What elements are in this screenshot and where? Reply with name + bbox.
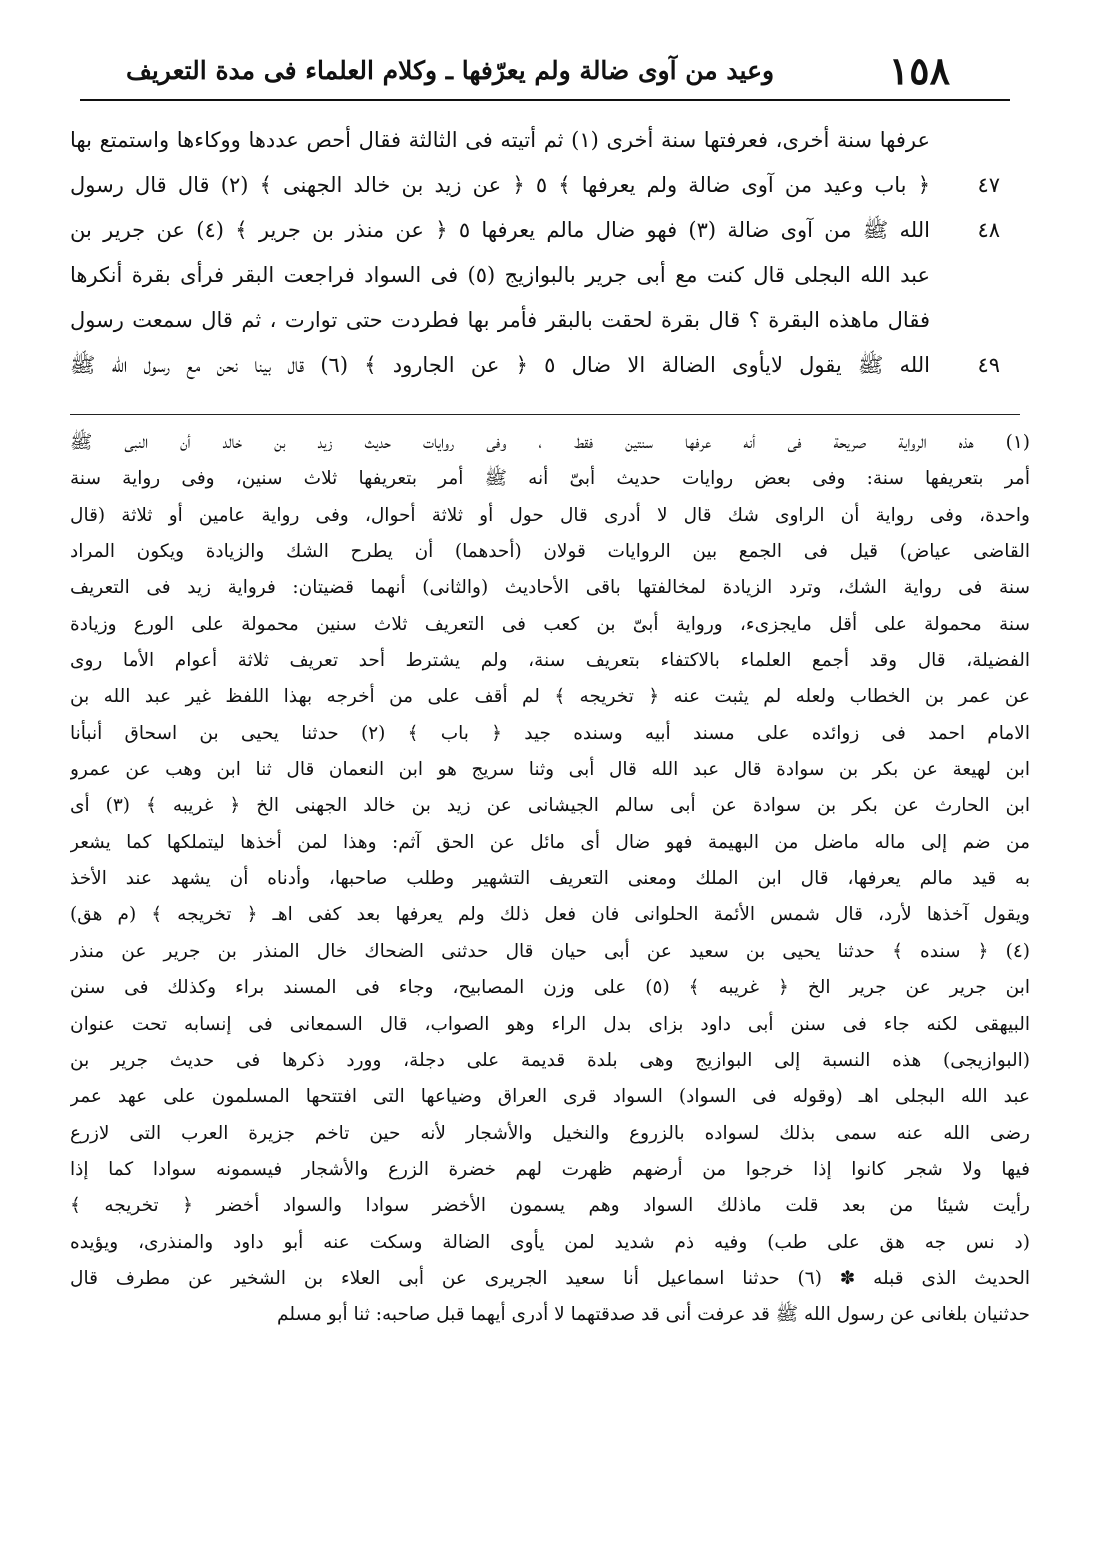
header-rule [80, 99, 1010, 101]
footnote-line: به قيد مالم يعرفها، قال ابن الملك ومعنى التعريف التشهير وطلب صاحبها، وأدناه أن يشهد عند الأخذ [70, 868, 1030, 890]
main-line-text: عرفها سنة أخرى، فعرفتها سنة أخرى (١) ثم أتيته فى الثالثة فقال أحص عددها ووكاءها واستمتع بها [70, 128, 930, 152]
page-header [80, 48, 1010, 96]
footnote-line: فيها ولا شجر كانوا إذا خرجوا من أرضهم ظهرت لهم خضرة الزرع والأشجار فيسمونه سوادا كما إذا [70, 1158, 1030, 1180]
footnote-line: البيهقى لكنه جاء فى سنن أبى داود بزاى بدل الراء وهو الصواب، قال السمعانى فى إنسابه تحت عنوان [70, 1013, 1030, 1035]
footnote-line: ابن جرير عن جرير الخ ﴿ غريبه ﴾ (٥) على وزن المصابيح، وجاء فى المسند براء وكذلك فى سنن [70, 977, 1030, 999]
main-line [70, 253, 1010, 298]
main-line [70, 163, 1010, 208]
footnote-line: (٤) ﴿ سنده ﴾ حدثنا يحيى بن سعيد عن أبى حيان قال حدثنى الضحاك خال المنذر بن جرير عن منذر [70, 940, 1030, 962]
footnote-line: الفضيلة، قال وقد أجمع العلماء بالاكتفاء بتعريف سنة، ولم يشترط أحد تعريف ثلاثة أعوام الأما روى [70, 650, 1030, 672]
footnote-line: عن عمر بن الخطاب ولعله لم يثبت عنه ﴿ تخريجه ﴾ لم أقف على من أخرجه بهذا اللفظ غير عبد الله بن [70, 686, 1030, 708]
footnote-line: (البوازيجى) هذه النسبة إلى البوازيج وهى بلدة قديمة على دجلة، وورد ذكرها فى حديث جرير بن [70, 1049, 1030, 1071]
footnote-line: الحديث الذى قبله ✽ (٦) حدثنا اسماعيل أنا سعيد الجريرى عن أبى العلاء بن الشخير عن مطرف قال [70, 1267, 1030, 1289]
main-line-text: الله ﷺ من آوى ضالة (٣) فهو ضال مالم يعرفها ٥ ﴿ عن منذر بن جرير ﴾ (٤) عن جرير بن [70, 218, 930, 242]
footnote-line: سنة فى رواية الشك، وترد الزيادة لمخالفتها باقى الأحاديث (والثانى) أنهما قضيتان: فرواية زيد فى التعريف [70, 577, 1030, 599]
footnote-separator [70, 414, 1020, 415]
footnote-line: ابن لهيعة عن بكر بن سوادة قال عبد الله قال أبى وثنا سريج هو ابن النعمان قال ثنا ابن وهب عن عمرو [70, 759, 1030, 781]
footnote-line: ويقول آخذها لأرد، قال شمس الأئمة الحلوانى فان فعل ذلك ولم يعرفها بعد كفى اهـ ﴿ تخريجه ﴾ (م هق) [70, 904, 1030, 926]
footnote-line: رضى الله عنه سمى بذلك لسواده بالزروع والنخيل والأشجار لأنه حين تاخم جزيرة العرب التى لازرع [70, 1122, 1030, 1144]
main-line-text: فقال ماهذه البقرة ؟ قال بقرة لحقت بالبقر فأمر بها فطردت حتى توارت ، ثم قال سمعت رسول [70, 308, 930, 332]
footnote-line: (د نس جه هق على طب) وفيه ذم شديد لمن يأوى الضالة وسكت عنه أبو داود والمنذرى، ويؤيده [70, 1231, 1030, 1253]
page-number: ١٥٨ [888, 48, 950, 93]
footnote-line: ابن الحارث عن بكر بن سوادة عن أبى سالم الجيشانى عن زيد بن خالد الجهنى الخ ﴿ غريبه ﴾ (٣) أى [70, 795, 1030, 817]
footnote-line: الامام احمد فى زوائده على مسند أبيه وسنده جيد ﴿ باب ﴾ (٢) حدثنا يحيى بن اسحاق أنبأنا [70, 722, 1030, 744]
main-line [70, 208, 1010, 253]
main-line-text: ﴿ باب وعيد من آوى ضالة ولم يعرفها ﴾ ٥ ﴿ عن زيد بن خالد الجهنى ﴾ (٢) قال قال رسول [70, 173, 930, 197]
footnote-line: (١) هذه الرواية صريحة فى أنه عرفها سنتين فقط ، وفى روايات حديث زيد بن خالد أن النبى ﷺ [70, 432, 1030, 453]
footnote-line: من ضم إلى ماله ماضل من البهيمة فهو ضال أى مائل عن الحق آثم: وهذا لمن أخذها ليتملكها كما يشعر [70, 831, 1030, 853]
footnote-line: القاضى عياض) قيل فى الجمع بين الروايات قولان (أحدهما) أن يطرح الشك والزيادة ويكون المراد [70, 541, 1030, 563]
footnote-line: أمر بتعريفها سنة: وفى بعض روايات حديث أبىّ أنه ﷺ أمر بتعريفها ثلاث سنين، وفى رواية سنة [70, 468, 1030, 490]
main-line [70, 118, 1010, 163]
main-line-text: عبد الله البجلى قال كنت مع أبى جرير بالبوازيج (٥) فى السواد فراجعت البقر فرأى بقرة أنكرها [70, 263, 930, 287]
running-title: وعيد من آوى ضالة ولم يعرّفها ـ وكلام العلماء فى مدة التعريف [125, 56, 775, 85]
footnote-line: سنة محمولة على أقل مايجزىء، ورواية أبىّ بن كعب فى التعريف ثلاث سنين محمولة على الورع وزيادة [70, 613, 1030, 635]
footnote-line: رأيت شيئا من بعد قلت ماذلك السواد وهم يسمون الأخضر سوادا والسواد أخضر ﴿ تخريجه ﴾ [70, 1195, 1030, 1217]
main-line-text: الله ﷺ يقول لايأوى الضالة الا ضال ٥ ﴿ عن الجارود ﴾ (٦) قال بينا نحن مع رسول الله ﷺ [70, 353, 930, 377]
hadith-number: ٤٧ [977, 173, 1000, 197]
main-line [70, 298, 1010, 343]
hadith-number: ٤٨ [977, 218, 1000, 242]
footnotes-block [70, 425, 1030, 1334]
footnote-line: حدثنيان بلغانى عن رسول الله ﷺ قد عرفت أنى قد صدقتهما لا أدرى أيهما قبل صاحبه: ثنا أبو مسلم [277, 1304, 1030, 1326]
hadith-number: ٤٩ [977, 353, 1000, 377]
main-line [70, 343, 1010, 388]
main-text-block [70, 118, 1010, 388]
footnote-line: عبد الله البجلى اهـ (وقوله فى السواد) السواد قرى العراق وضياعها التى افتتحها المسلمون على عهد عمر [70, 1086, 1030, 1108]
footnote-line: واحدة، وفى رواية أن الراوى شك قال لا أدرى قال حول أو ثلاثة أحوال، وفى رواية عامين أو ثلاثة (قال [70, 504, 1030, 526]
